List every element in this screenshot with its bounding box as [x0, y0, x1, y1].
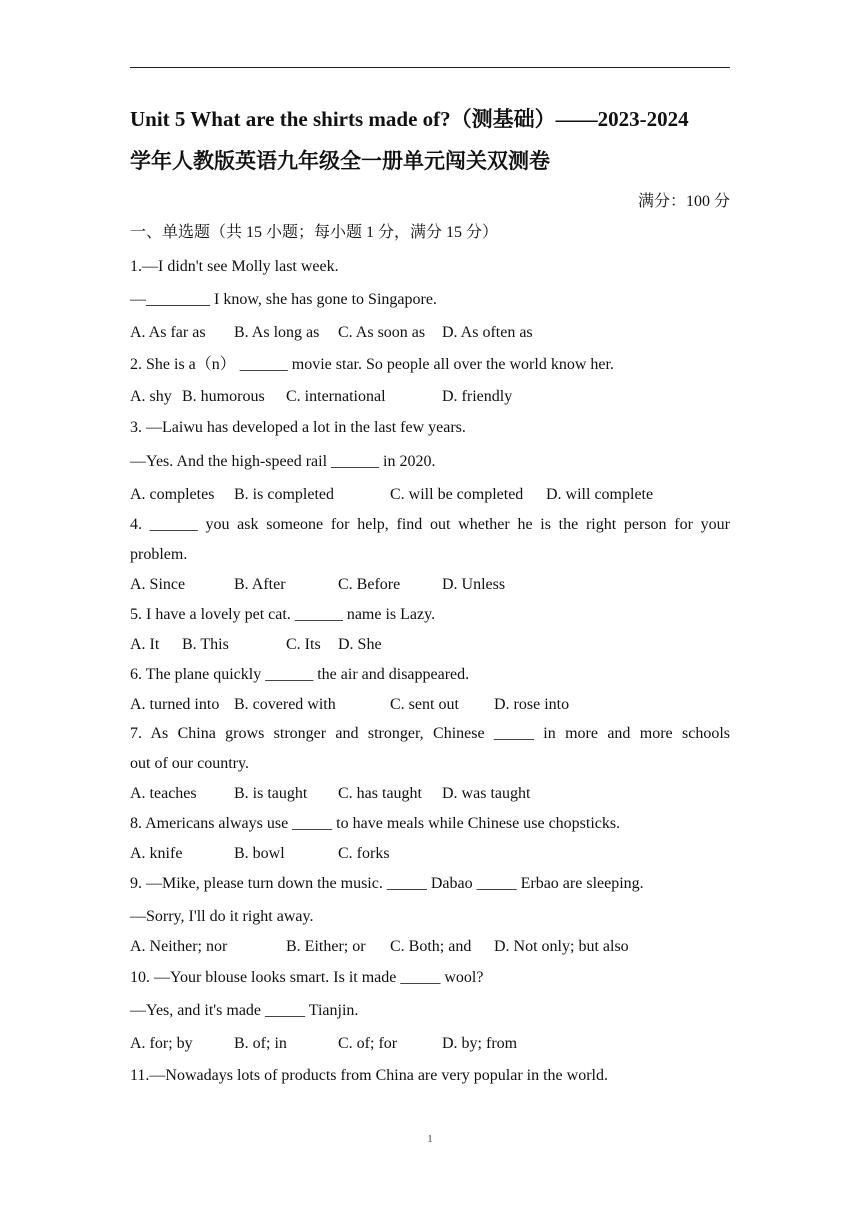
question-1-stem: 1.—I didn't see Molly last week. — [130, 258, 339, 275]
question-7-stem-cont: out of our country. — [130, 755, 249, 772]
q2-option-c: C. international — [286, 388, 386, 405]
q8-option-c: C. forks — [338, 845, 390, 862]
q6-option-b: B. covered with — [234, 696, 336, 713]
q9-option-a: A. Neither; nor — [130, 938, 228, 955]
q1-option-a: A. As far as — [130, 324, 206, 341]
question-5-stem: 5. I have a lovely pet cat. ______ name is Lazy. — [130, 606, 436, 623]
question-10-reply: —Yes, and it's made _____ Tianjin. — [130, 1002, 359, 1019]
q1-option-d: D. As often as — [442, 324, 533, 341]
question-9-stem: 9. —Mike, please turn down the music. _____ Dabao _____ Erbao are sleeping. — [130, 875, 644, 892]
question-6-stem: 6. The plane quickly ______ the air and disappeared. — [130, 666, 470, 683]
question-8-stem: 8. Americans always use _____ to have meals while Chinese use chopsticks. — [130, 815, 621, 832]
q3-option-d: D. will complete — [546, 486, 654, 503]
q5-option-b: B. This — [182, 636, 229, 653]
q4-option-a: A. Since — [130, 576, 186, 593]
page-number: 1 — [427, 1133, 433, 1145]
question-3-stem: 3. —Laiwu has developed a lot in the last few years. — [130, 419, 466, 436]
q4-option-b: B. After — [234, 576, 286, 593]
q3-option-c: C. will be completed — [390, 486, 524, 503]
question-1-reply: —________ I know, she has gone to Singapore. — [130, 291, 437, 308]
q7-option-c: C. has taught — [338, 785, 422, 802]
q7-option-b: B. is taught — [234, 785, 308, 802]
doc-title-line-2: 学年人教版英语九年级全一册单元闯关双测卷 — [130, 149, 550, 173]
question-11-stem: 11.—Nowadays lots of products from China are very popular in the world. — [130, 1067, 608, 1084]
question-10-stem: 10. —Your blouse looks smart. Is it made _____ wool? — [130, 969, 484, 986]
question-4-stem: 4. ______ you ask someone for help, find out whether he is the right person for your — [130, 516, 730, 533]
q1-option-b: B. As long as — [234, 324, 320, 341]
q10-option-b: B. of; in — [234, 1035, 287, 1052]
q5-option-c: C. Its — [286, 636, 321, 653]
question-2-stem: 2. She is a（n） ______ movie star. So people all over the world know her. — [130, 356, 614, 373]
q6-option-c: C. sent out — [390, 696, 459, 713]
q9-option-c: C. Both; and — [390, 938, 472, 955]
q6-option-a: A. turned into — [130, 696, 220, 713]
doc-title-line-1: Unit 5 What are the shirts made of?（测基础）——2023-2024 — [130, 107, 689, 131]
q7-option-d: D. was taught — [442, 785, 531, 802]
question-7-stem: 7. As China grows stronger and stronger, Chinese _____ in more and more schools — [130, 725, 730, 742]
q6-option-d: D. rose into — [494, 696, 570, 713]
q2-option-d: D. friendly — [442, 388, 513, 405]
q9-option-b: B. Either; or — [286, 938, 366, 955]
q2-option-b: B. humorous — [182, 388, 265, 405]
question-9-reply: —Sorry, I'll do it right away. — [130, 908, 314, 925]
q4-option-c: C. Before — [338, 576, 401, 593]
section-heading: 一、单选题（共 15 小题；每小题 1 分，满分 15 分） — [130, 224, 499, 241]
question-3-reply: —Yes. And the high-speed rail ______ in 2020. — [130, 453, 436, 470]
q1-option-c: C. As soon as — [338, 324, 426, 341]
q8-option-a: A. knife — [130, 845, 183, 862]
question-4-stem-cont: problem. — [130, 546, 188, 563]
q5-option-a: A. It — [130, 636, 160, 653]
header-rule — [130, 67, 730, 68]
q5-option-d: D. She — [338, 636, 382, 653]
q10-option-a: A. for; by — [130, 1035, 193, 1052]
q10-option-d: D. by; from — [442, 1035, 518, 1052]
full-score-label: 满分：100 分 — [637, 193, 730, 210]
q3-option-a: A. completes — [130, 486, 215, 503]
q8-option-b: B. bowl — [234, 845, 285, 862]
q7-option-a: A. teaches — [130, 785, 197, 802]
q4-option-d: D. Unless — [442, 576, 506, 593]
q9-option-d: D. Not only; but also — [494, 938, 629, 955]
q2-option-a: A. shy — [130, 388, 172, 405]
q3-option-b: B. is completed — [234, 486, 334, 503]
q10-option-c: C. of; for — [338, 1035, 398, 1052]
